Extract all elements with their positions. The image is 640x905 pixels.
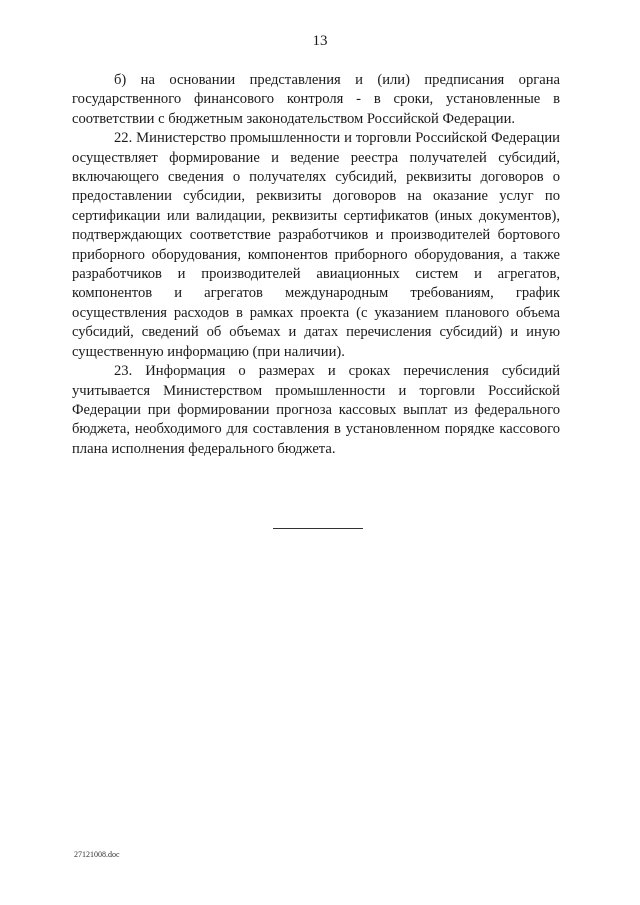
page-number: 13 bbox=[312, 33, 328, 49]
footer-file-name: 27121008.doc bbox=[74, 850, 120, 859]
paragraph-23: 23. Информация о размерах и сроках перечисления субсидий учитывается Министерством промышленности и торговли Российской Федерации при формировании прогноза кассовых выплат из федерального бюджета, необходимого для составления в установленном порядке кассового плана исполнения федерального бюджета. bbox=[72, 363, 560, 457]
paragraph-21-b: б) на основании представления и (или) предписания органа государственного финансового контроля - в сроки, установленные в соответствии с бюджетным законодательством Российской Федерации. bbox=[72, 72, 560, 127]
document-body bbox=[72, 71, 560, 459]
paragraph-22: 22. Министерство промышленности и торговли Российской Федерации осуществляет формирование и ведение реестра получателей субсидий, включающего сведения о получателях субсидий, реквизиты договоров о предоставлении субсидии, реквизиты договоров на оказание услуг по сертификации или валидации, реквизиты сертификатов (иных документов), подтверждающих соответствие разработчиков и производителей бортового приборного оборудования, компонентов приборного оборудования, а также разработчиков и производителей авиационных систем и агрегатов, компонентов и агрегатов международным требованиям, график осуществления расходов в рамках проекта (с указанием планового объема субсидий, сведений об объемах и датах перечисления субсидий) и иную существенную информацию (при наличии). bbox=[72, 130, 560, 360]
end-of-text-divider bbox=[273, 528, 363, 529]
